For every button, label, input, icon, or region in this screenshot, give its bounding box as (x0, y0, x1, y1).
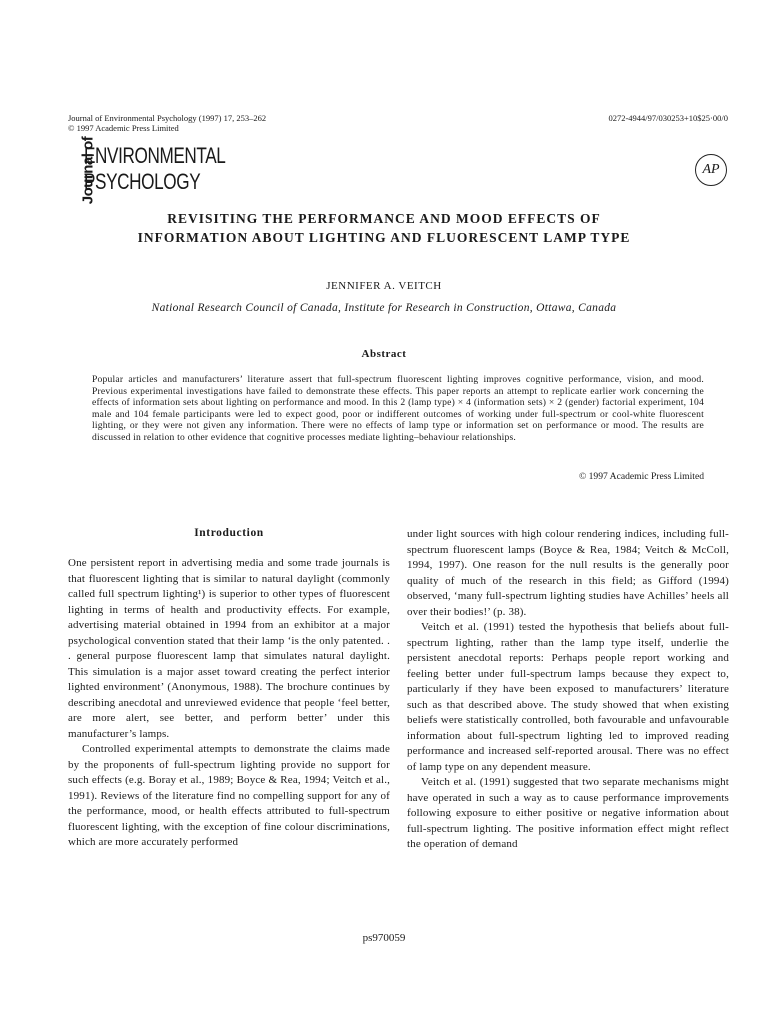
paragraph: under light sources with high colour rendering indices, including full-spectrum fluorescent lamps (Boyce & Rea, 1984; Veitch & McColl, 1994, 1997). One reason for the null results is the generally poor quality of much of the research in this field; as Gifford (1994) observed, ‘many full-spectrum lighting studies have Achilles’ heels all over their bodies!’ (p. 38). (407, 528, 729, 618)
logo-line-1: ENVIRONMENTAL (84, 143, 226, 168)
introduction-heading: Introduction (194, 527, 264, 539)
abstract-heading: Abstract (361, 348, 407, 360)
author-affiliation: National Research Council of Canada, Institute for Research in Construction, Ottawa, Canada (151, 302, 617, 314)
citation-text: Journal of Environmental Psychology (1997) 17, 253–262 (68, 113, 267, 123)
logo-line-2: PSYCHOLOGY (84, 169, 201, 194)
right-column (407, 527, 729, 853)
journal-citation (68, 113, 468, 133)
paragraph: Veitch et al. (1991) tested the hypothesis that beliefs about full-spectrum lighting, rather than the lamp type itself, underlie the persistent anecdotal reports: Perhaps people report working and feeling better under full-spectrum lamps because they expect to, particularly if they have been exposed to manufacturers’ literature such as that described above. The study showed that when existing beliefs were statistically controlled, both favourable and unfavourable information about full-spectrum lighting led to improved reading performance and increased self-reported arousal. There was no effect of lamp type on any dependent measure. (407, 621, 729, 773)
article-title (60, 209, 708, 247)
left-column (68, 556, 390, 851)
abstract-copyright: © 1997 Academic Press Limited (578, 471, 704, 482)
paragraph: Veitch et al. (1991) suggested that two separate mechanisms might have operated in such a way as to cause performance improvements following exposure to either positive or negative information about full-spectrum lighting. The positive information effect might reflect the operation of demand (407, 776, 729, 850)
header-copyright: © 1997 Academic Press Limited (68, 123, 179, 133)
page-footer-id: ps970059 (362, 932, 406, 944)
paragraph: Controlled experimental attempts to demonstrate the claims made by the proponents of full-spectrum lighting provide no support for such effects (e.g. Boray et al., 1989; Boyce & Rea, 1994; Veitch et al., 1991). Reviews of the literature find no compelling support for any of the performance, mood, or health effects attributed to full-spectrum fluorescent lighting, with the exception of fine colour discriminations, which are more accurately performed (68, 743, 390, 848)
title-line-2: INFORMATION ABOUT LIGHTING AND FLUORESCENT LAMP TYPE (137, 230, 631, 245)
logo-side-text: Journal of (79, 136, 97, 205)
abstract-body: Popular articles and manufacturers’ literature assert that full-spectrum fluorescent lighting improves cognitive performance, vision, and mood. Previous experimental investigations have failed to demonstrate these effects. This paper reports an attempt to replicate earlier work concerning the effects of information sets about lighting on performance and mood. In this 2 (lamp type) × 4 (information sets) × 2 (gender) factorial experiment, 104 male and 104 female participants were led to expect good, poor or indifferent outcomes of working under full-spectrum or cool-white fluorescent lighting, or they were not given any information. There were no effects of lamp type or information set on performance or mood. The results are discussed in relation to other evidence that cognitive processes mediate lighting–behaviour relationships. (92, 374, 704, 443)
journal-logo (68, 136, 228, 205)
title-line-1: REVISITING THE PERFORMANCE AND MOOD EFFECTS OF (167, 211, 601, 226)
paragraph: One persistent report in advertising media and some trade journals is that fluorescent lighting that is similar to natural daylight (commonly called full spectrum lighting¹) is superior to other types of fluorescent lighting in terms of health and productivity effects. For example, advertising material obtained in 1994 from an exhibitor at a major psychological convention stated that their lamp ‘is the only patented. . . general purpose fluorescent lamp that simulates natural daylight. This simulation is a major asset toward creating the perfect interior lighted environment’ (Anonymous, 1988). The brochure continues by describing anecdotal and unreviewed evidence that people ‘feel better, are more alert, see better, and perform better’ under this manufacturer’s lamps. (68, 557, 390, 740)
publisher-logo-icon: AP (695, 154, 727, 186)
author-name: JENNIFER A. VEITCH (326, 280, 442, 292)
article-code: 0272-4944/97/030253+10$25·00/0 (608, 113, 728, 123)
